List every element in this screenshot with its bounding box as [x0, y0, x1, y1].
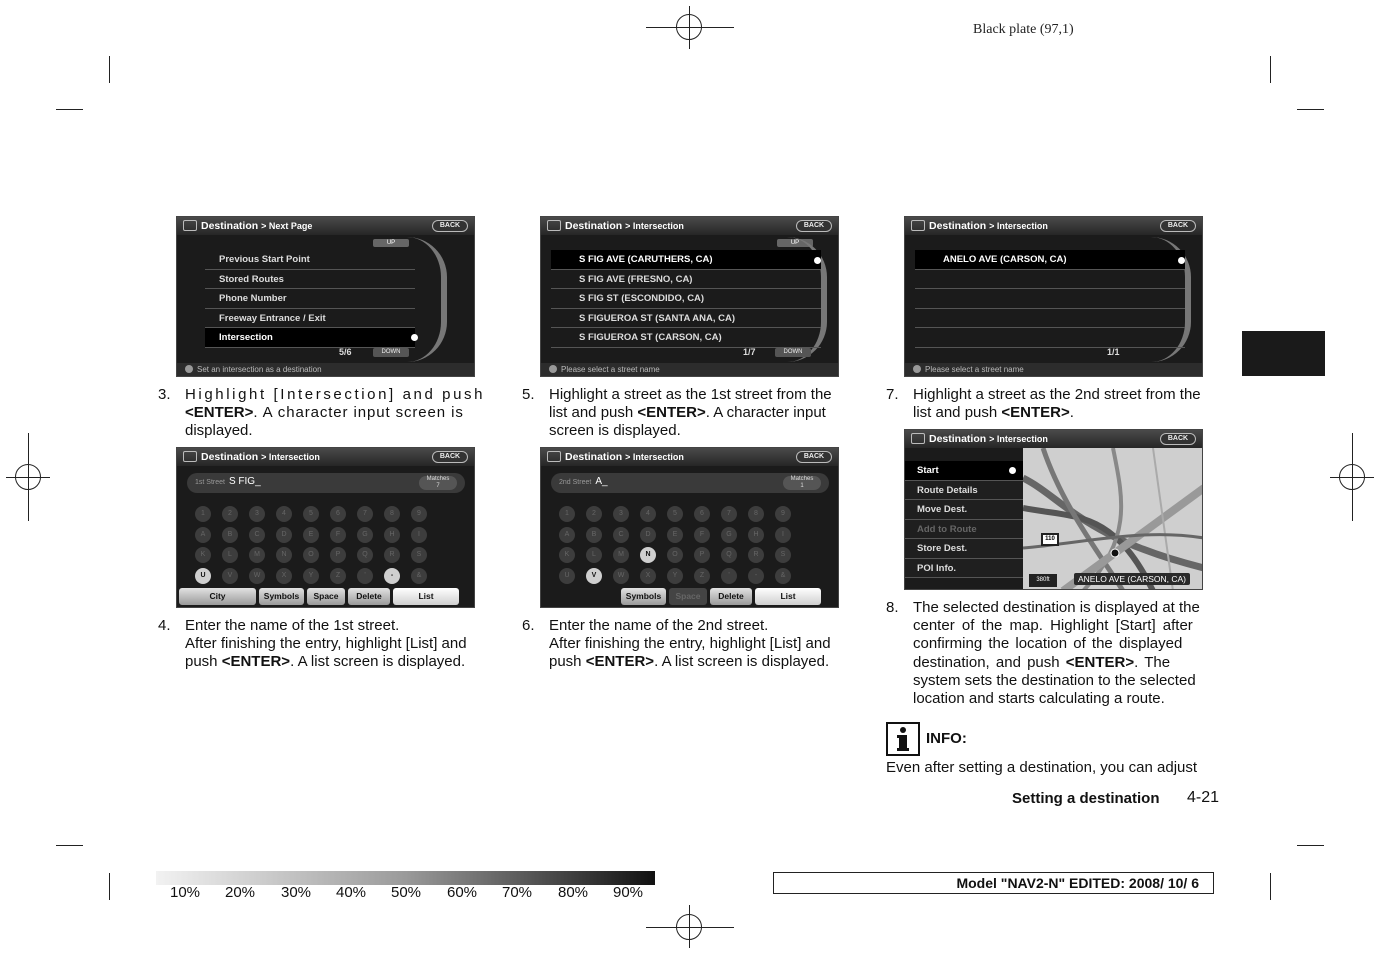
step-number: 5.: [522, 386, 535, 403]
input-label: 1st Street: [195, 479, 225, 486]
input-value: S FIG_: [228, 476, 261, 487]
screen-title-bar: Destination > Intersection: [177, 448, 474, 466]
delete-button[interactable]: Delete: [348, 588, 390, 605]
key[interactable]: F: [694, 527, 710, 543]
step-text: Highlight [Intersection] and push: [185, 386, 486, 403]
input-value: A_: [595, 476, 608, 487]
key[interactable]: Z: [694, 568, 710, 584]
key[interactable]: C: [613, 527, 629, 543]
key-active[interactable]: V: [586, 568, 602, 584]
key[interactable]: X: [640, 568, 656, 584]
map-scale: 380ft: [1029, 574, 1057, 587]
nav-screen-street-list-2: [904, 216, 1203, 377]
step-number: 8.: [886, 599, 899, 616]
density-label: 20%: [225, 884, 256, 901]
key[interactable]: K: [195, 547, 211, 563]
route-details-button[interactable]: Route Details: [905, 481, 1023, 501]
key[interactable]: 6: [694, 506, 710, 522]
info-glyph-icon: [888, 724, 918, 754]
space-button[interactable]: Space: [669, 588, 707, 605]
list-item: [915, 289, 1185, 309]
key[interactable]: B: [586, 527, 602, 543]
nav-screen-keyboard-1: [176, 447, 475, 608]
enter-key-text: <ENTER>: [221, 653, 291, 671]
step-7: 7. Highlight a street as the 2nd street from the list and push <ENTER>.: [886, 386, 1223, 426]
keyboard-row: [195, 543, 465, 564]
key[interactable]: 1: [195, 506, 211, 522]
screen-title-bar: Destination > Intersection: [905, 217, 1202, 235]
nav-screen-next-page: [176, 216, 475, 377]
step-text: location and starts calculating a route.: [913, 690, 1165, 708]
key[interactable]: 4: [640, 506, 656, 522]
step-text: center of the map. Highlight [Start] after: [913, 617, 1193, 635]
back-button[interactable]: BACK: [1160, 220, 1196, 232]
key[interactable]: Z: [330, 568, 346, 584]
crop-mark: [109, 56, 110, 83]
key[interactable]: ': [357, 568, 373, 584]
density-label: 30%: [281, 884, 312, 901]
key[interactable]: 1: [559, 506, 575, 522]
matches-counter: Matches 1: [783, 476, 821, 490]
key[interactable]: N: [276, 547, 292, 563]
list-item[interactable]: Stored Routes: [205, 270, 415, 290]
info-icon: [886, 722, 920, 756]
key[interactable]: G: [721, 527, 737, 543]
key[interactable]: S: [411, 547, 427, 563]
key[interactable]: L: [586, 547, 602, 563]
scroll-down-button[interactable]: DOWN: [373, 348, 409, 357]
input-label: 2nd Street: [559, 479, 592, 486]
matches-counter: Matches 7: [419, 476, 457, 490]
key[interactable]: A: [195, 527, 211, 543]
freeway-shield-icon: 110: [1041, 533, 1059, 546]
key[interactable]: 7: [357, 506, 373, 522]
registration-mark: [676, 914, 702, 940]
key[interactable]: 3: [249, 506, 265, 522]
section-title: Setting a destination: [1012, 790, 1160, 807]
key[interactable]: &: [775, 568, 791, 584]
enter-key-text: <ENTER>: [585, 653, 655, 671]
keyboard-buttons: [177, 586, 474, 605]
nav-logo-icon: [183, 451, 197, 462]
nav-screen-keyboard-2: [540, 447, 839, 608]
list-item[interactable]: S FIG AVE (FRESNO, CA): [551, 270, 821, 290]
add-to-route-button[interactable]: Add to Route: [905, 520, 1023, 540]
list-button[interactable]: List: [755, 588, 821, 605]
nav-logo-icon: [547, 220, 561, 231]
page-number: 4-21: [1187, 789, 1220, 806]
step-number: 6.: [522, 617, 535, 634]
key[interactable]: E: [667, 527, 683, 543]
nav-logo-icon: [547, 451, 561, 462]
step-text: Enter the name of the 1st street.: [185, 617, 400, 634]
page-indicator: 5/6: [339, 347, 352, 357]
destination-label: ANELO AVE (CARSON, CA): [1074, 573, 1190, 585]
symbols-button[interactable]: Symbols: [621, 588, 666, 605]
density-label: 50%: [391, 884, 422, 901]
key[interactable]: Q: [721, 547, 737, 563]
crop-mark: [1297, 109, 1324, 110]
keyboard-grid: [559, 502, 829, 584]
step-text: displayed.: [185, 422, 253, 440]
list-item[interactable]: Phone Number: [205, 289, 415, 309]
step-text: system sets the destination to the selected: [913, 671, 1196, 689]
list-item: [915, 328, 1185, 348]
list-item[interactable]: S FIGUEROA ST (SANTA ANA, CA): [551, 309, 821, 329]
info-text: Even after setting a destination, you can adjust: [886, 759, 1198, 776]
key[interactable]: 7: [721, 506, 737, 522]
keyboard-row: [559, 502, 829, 523]
delete-button[interactable]: Delete: [710, 588, 752, 605]
crop-mark: [56, 109, 83, 110]
density-label: 40%: [336, 884, 367, 901]
menu-list: [205, 250, 415, 348]
key[interactable]: 9: [775, 506, 791, 522]
selection-dot-icon: [814, 257, 821, 264]
info-heading: INFO:: [926, 730, 967, 747]
step-text: The selected destination is displayed at the: [913, 599, 1200, 616]
key[interactable]: G: [357, 527, 373, 543]
key[interactable]: E: [303, 527, 319, 543]
nav-logo-icon: [911, 220, 925, 231]
list-item[interactable]: S FIG ST (ESCONDIDO, CA): [551, 289, 821, 309]
map-view[interactable]: [1023, 448, 1202, 589]
key[interactable]: 2: [586, 506, 602, 522]
density-label: 60%: [447, 884, 478, 901]
status-bar: Please select a street name: [905, 363, 1202, 376]
step-4: 4. Enter the name of the 1st street. After finishing the entry, highlight [List] and push <ENTER>. A list screen is displayed.: [158, 617, 495, 677]
step-text: confirming the location of the displayed: [913, 635, 1183, 653]
step-text: After finishing the entry, highlight [List] and: [185, 635, 467, 653]
info-icon: [913, 365, 921, 373]
key-active[interactable]: U: [195, 568, 211, 584]
scroll-up-button[interactable]: UP: [373, 239, 409, 247]
step-text: After finishing the entry, highlight [List] and: [549, 635, 831, 653]
crop-mark: [1270, 873, 1271, 900]
back-button[interactable]: BACK: [432, 220, 468, 232]
step-3: [158, 386, 495, 446]
screen-title-bar: Destination > Next Page: [177, 217, 474, 235]
crop-mark: [109, 873, 110, 900]
model-edited-box: Model "NAV2-N" EDITED: 2008/ 10/ 6: [773, 872, 1214, 894]
key[interactable]: 5: [303, 506, 319, 522]
key[interactable]: W: [613, 568, 629, 584]
step-text: screen is displayed.: [549, 422, 681, 440]
enter-key-text: <ENTER>: [185, 404, 254, 422]
keyboard-row: [559, 543, 829, 564]
key[interactable]: P: [330, 547, 346, 563]
key[interactable]: F: [330, 527, 346, 543]
store-dest-button[interactable]: Store Dest.: [905, 539, 1023, 559]
enter-key-text: <ENTER>: [1065, 653, 1135, 671]
registration-mark: [15, 464, 41, 490]
nav-screen-street-list-1: [540, 216, 839, 377]
status-bar: Set an intersection as a destination: [177, 363, 474, 376]
list-item-selected[interactable]: ANELO AVE (CARSON, CA): [915, 250, 1185, 270]
scroll-up-button[interactable]: UP: [777, 239, 813, 247]
key[interactable]: 3: [613, 506, 629, 522]
map-menu: [905, 461, 1023, 578]
nav-screen-map: [904, 429, 1203, 590]
key[interactable]: H: [384, 527, 400, 543]
street-list: [551, 250, 821, 348]
street-list: [915, 250, 1185, 348]
key[interactable]: I: [775, 527, 791, 543]
keyboard-grid: [195, 502, 465, 584]
key[interactable]: ': [721, 568, 737, 584]
list-item-selected[interactable]: S FIG AVE (CARUTHERS, CA): [551, 250, 821, 270]
screen-title-bar: Destination > Intersection: [541, 448, 838, 466]
street-input[interactable]: [551, 473, 829, 493]
crop-mark: [1270, 56, 1271, 83]
keyboard-row: [195, 564, 465, 585]
keyboard-row: [195, 523, 465, 544]
key[interactable]: 8: [384, 506, 400, 522]
key[interactable]: 6: [330, 506, 346, 522]
density-bar: [156, 871, 655, 885]
crop-mark: [56, 845, 83, 846]
key-active[interactable]: -: [384, 568, 400, 584]
key[interactable]: D: [276, 527, 292, 543]
keyboard-buttons: [541, 586, 838, 605]
density-label: 70%: [502, 884, 533, 901]
list-item-selected[interactable]: Intersection: [205, 328, 415, 348]
enter-key-text: <ENTER>: [1001, 404, 1070, 422]
key[interactable]: 9: [411, 506, 427, 522]
key[interactable]: 5: [667, 506, 683, 522]
key[interactable]: U: [559, 568, 575, 584]
plate-label: Black plate (97,1): [973, 22, 1074, 37]
key[interactable]: A: [559, 527, 575, 543]
list-item: [915, 270, 1185, 290]
key[interactable]: I: [411, 527, 427, 543]
registration-mark: [676, 14, 702, 40]
step-number: 4.: [158, 617, 171, 634]
key[interactable]: O: [303, 547, 319, 563]
nav-logo-icon: [911, 433, 925, 444]
selection-dot-icon: [1178, 257, 1185, 264]
move-dest-button[interactable]: Move Dest.: [905, 500, 1023, 520]
step-number: 7.: [886, 386, 899, 403]
selection-dot-icon: [411, 334, 418, 341]
key[interactable]: Y: [303, 568, 319, 584]
key[interactable]: R: [748, 547, 764, 563]
list-button[interactable]: List: [393, 588, 459, 605]
step-5: 5. Highlight a street as the 1st street from the list and push <ENTER>. A character input screen is displayed.: [522, 386, 859, 446]
key[interactable]: &: [411, 568, 427, 584]
registration-mark: [1339, 464, 1365, 490]
key-active[interactable]: N: [640, 547, 656, 563]
step-6: 6. Enter the name of the 2nd street. After finishing the entry, highlight [List] and push <ENTER>. A list screen is displayed.: [522, 617, 859, 677]
nav-logo-icon: [183, 220, 197, 231]
crop-mark: [1297, 845, 1324, 846]
enter-key-text: <ENTER>: [637, 404, 706, 422]
selection-dot-icon: [1009, 467, 1016, 474]
key[interactable]: M: [249, 547, 265, 563]
step-text: . A character input screen is: [253, 404, 464, 422]
step-text: Highlight a street as the 2nd street from the: [913, 386, 1201, 403]
city-button[interactable]: City: [179, 588, 256, 605]
density-label: 90%: [613, 884, 644, 901]
density-label: 80%: [558, 884, 589, 901]
key[interactable]: Y: [667, 568, 683, 584]
road-map-graphic: [1023, 448, 1203, 590]
back-button[interactable]: BACK: [796, 220, 832, 232]
key[interactable]: V: [222, 568, 238, 584]
key[interactable]: L: [222, 547, 238, 563]
page-indicator: 1/1: [1107, 347, 1120, 357]
back-button[interactable]: BACK: [432, 451, 468, 463]
info-icon: [549, 365, 557, 373]
key[interactable]: R: [384, 547, 400, 563]
step-text: Highlight a street as the 1st street from the: [549, 386, 832, 403]
key[interactable]: B: [222, 527, 238, 543]
keyboard-row: [559, 564, 829, 585]
symbols-button[interactable]: Symbols: [259, 588, 304, 605]
step-number: 3.: [158, 386, 171, 403]
keyboard-row: [195, 502, 465, 523]
key[interactable]: O: [667, 547, 683, 563]
key[interactable]: P: [694, 547, 710, 563]
page-indicator: 1/7: [743, 347, 756, 357]
keyboard-row: [559, 523, 829, 544]
key[interactable]: X: [276, 568, 292, 584]
key[interactable]: Q: [357, 547, 373, 563]
screen-title-bar: Destination > Intersection: [541, 217, 838, 235]
street-input[interactable]: [187, 473, 465, 493]
status-bar: Please select a street name: [541, 363, 838, 376]
key[interactable]: H: [748, 527, 764, 543]
density-label: 10%: [170, 884, 201, 901]
key[interactable]: S: [775, 547, 791, 563]
list-item[interactable]: S FIGUEROA ST (CARSON, CA): [551, 328, 821, 348]
screen-title-bar: Destination > Intersection: [905, 430, 1202, 448]
key[interactable]: 8: [748, 506, 764, 522]
chapter-tab: [1242, 331, 1325, 376]
step-text: Enter the name of the 2nd street.: [549, 617, 769, 634]
key[interactable]: M: [613, 547, 629, 563]
key[interactable]: K: [559, 547, 575, 563]
key[interactable]: C: [249, 527, 265, 543]
poi-info-button[interactable]: POI Info.: [905, 559, 1023, 579]
key[interactable]: W: [249, 568, 265, 584]
back-button[interactable]: BACK: [796, 451, 832, 463]
start-button[interactable]: Start: [905, 461, 1023, 481]
key[interactable]: -: [748, 568, 764, 584]
list-item[interactable]: Freeway Entrance / Exit: [205, 309, 415, 329]
back-button[interactable]: BACK: [1160, 433, 1196, 445]
list-item[interactable]: Previous Start Point: [205, 250, 415, 270]
space-button[interactable]: Space: [307, 588, 345, 605]
scroll-down-button[interactable]: DOWN: [775, 348, 811, 357]
key[interactable]: 4: [276, 506, 292, 522]
info-icon: [185, 365, 193, 373]
list-item: [915, 309, 1185, 329]
key[interactable]: D: [640, 527, 656, 543]
step-8: 8. The selected destination is displayed at the center of the map. Highlight [Start] after confirming the location of the displayed destination, and push <ENTER>. The system sets the destination to the selected location and starts calculating a route.: [886, 599, 1223, 711]
key[interactable]: 2: [222, 506, 238, 522]
